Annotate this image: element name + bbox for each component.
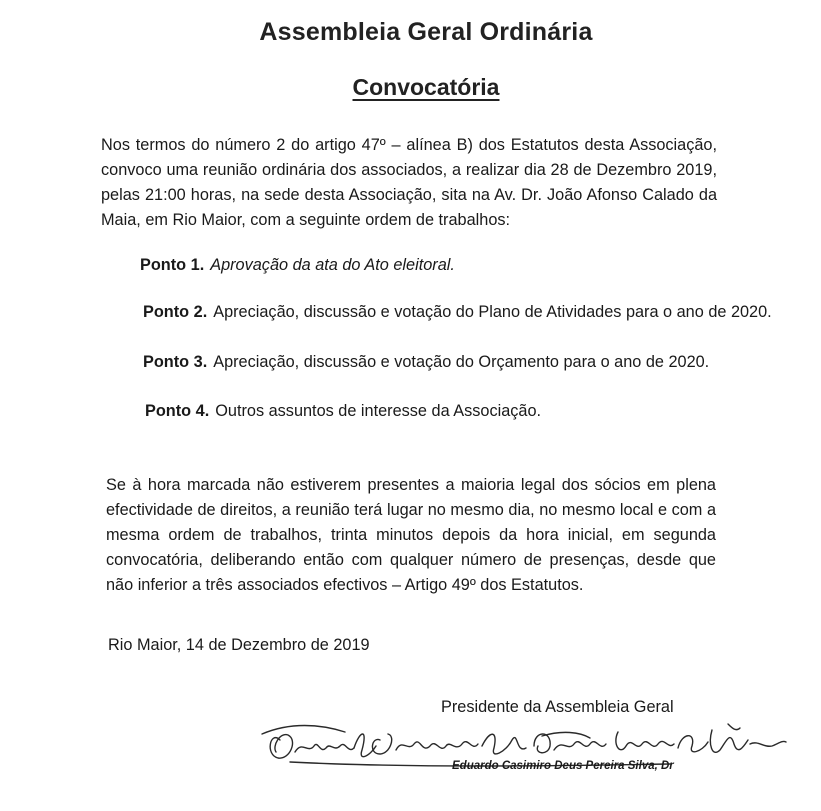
agenda-item-label: Ponto 2. [143, 303, 208, 321]
signatory-name: Eduardo Casimiro Deus Pereira Silva, Dr [452, 760, 674, 772]
agenda-item-label: Ponto 1. [140, 256, 205, 274]
signatory-role: Presidente da Assembleia Geral [441, 698, 674, 716]
agenda-item [140, 256, 455, 275]
agenda-item [145, 402, 541, 421]
document-subtitle: Convocatória [352, 74, 500, 100]
agenda-item-label: Ponto 3. [143, 353, 208, 371]
agenda-item-text: Aprovação da ata do Ato eleitoral. [210, 256, 455, 274]
closing-paragraph: Se à hora marcada não estiverem presentes a maioria legal dos sócios em plena efectividade de direitos, a reunião terá lugar no mesmo dia, no mesmo local e com a mesma ordem de trabalhos, trinta minutos depois da hora inicial, em segunda convocatória, deliberando então com qualquer número de presenças, desde que não inferior a três associados efectivos – Artigo 49º dos Estatutos. [106, 476, 716, 594]
agenda-item [143, 353, 709, 372]
agenda-item-text: Apreciação, discussão e votação do Plano de Atividades para o ano de 2020. [213, 303, 772, 321]
date-line: Rio Maior, 14 de Dezembro de 2019 [108, 636, 370, 654]
agenda-item [143, 303, 772, 322]
document-title: Assembleia Geral Ordinária [259, 18, 593, 46]
agenda-item-text: Apreciação, discussão e votação do Orçamento para o ano de 2020. [213, 353, 710, 371]
intro-paragraph: Nos termos do número 2 do artigo 47º – alínea B) dos Estatutos desta Associação, convoco uma reunião ordinária dos associados, a realizar dia 28 de Dezembro 2019, pelas 21:00 horas, na sede desta Associação, sita na Av. Dr. João Afonso Calado da Maia, em Rio Maior, com a seguinte ordem de trabalhos: [101, 136, 717, 229]
agenda-item-label: Ponto 4. [145, 402, 210, 420]
agenda-item-text: Outros assuntos de interesse da Associação. [215, 402, 542, 420]
